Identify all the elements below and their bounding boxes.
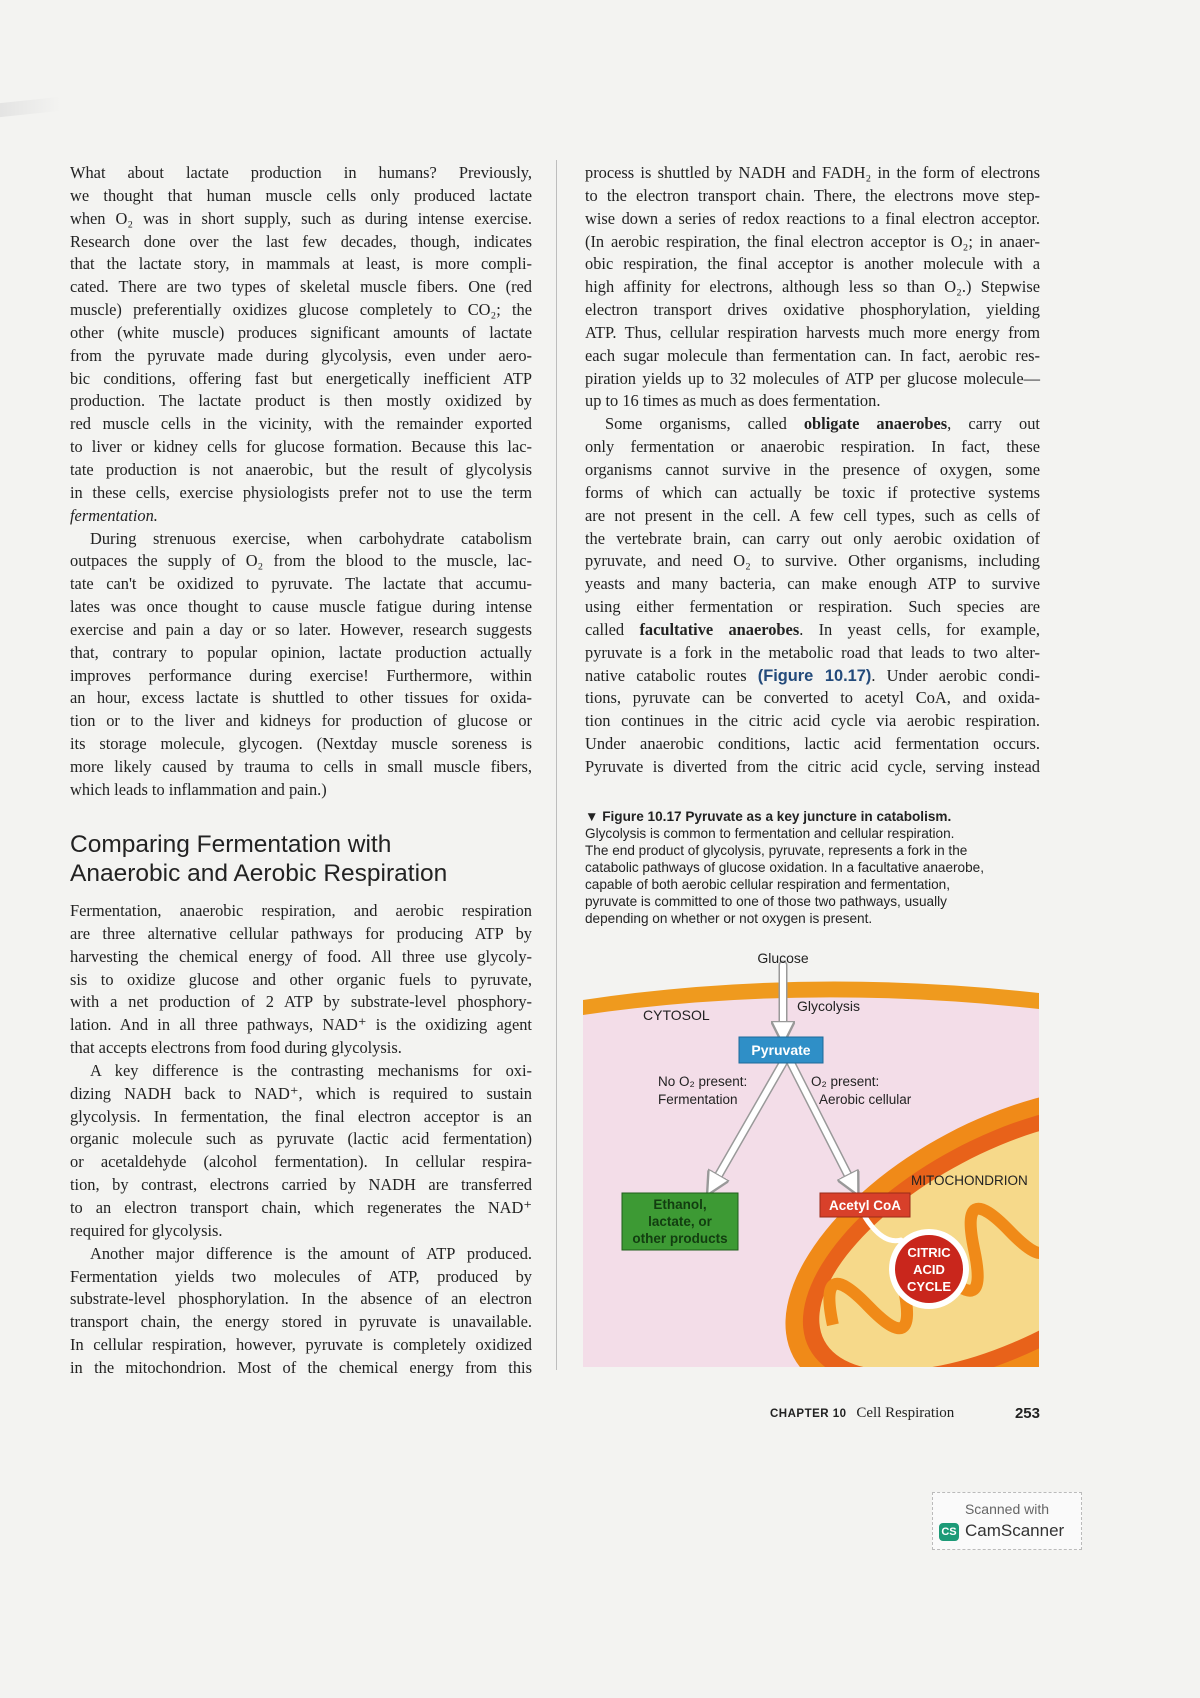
footer-chapter-title: Cell Respiration [856, 1405, 955, 1421]
section-heading-line: Anaerobic and Aerobic Respiration [70, 860, 448, 887]
text-line: bic conditions, offering fast but energetically inefficient ATP [70, 368, 532, 388]
figure-caption-title: ▼ Figure 10.17 Pyruvate as a key juncture in catabolism. [585, 809, 952, 824]
text-line: transport chain, the energy stored in pyruvate is unavailable. [70, 1312, 532, 1332]
text-line: harvesting the chemical energy of food. All three use glycoly- [70, 946, 532, 966]
text-line: (In aerobic respiration, the final electron acceptor is O₂; in anaer- [585, 231, 1040, 251]
text-line: or acetaldehyde (alcohol fermentation). In cellular respira- [70, 1152, 532, 1172]
section-heading-line: Comparing Fermentation with [70, 831, 392, 858]
aerobic-label: Aerobic cellular [819, 1092, 912, 1107]
text-line: up to 16 times as much as does fermentation. [585, 391, 881, 411]
section-heading [70, 830, 447, 888]
text-line: lation. And in all three pathways, NAD⁺ is the oxidizing agent [70, 1015, 532, 1035]
text-line: tion, by contrast, electrons carried by NADH are transferred [70, 1175, 532, 1195]
text-line: to an electron transport chain, which regenerates the NAD⁺ [70, 1197, 532, 1217]
text-line: piration yields up to 32 molecules of ATP per glucose molecule— [585, 368, 1040, 388]
text-segment: native catabolic routes [585, 665, 758, 685]
figure-reference: (Figure 10.17) [757, 666, 872, 685]
watermark-line1: Scanned with [964, 1501, 1050, 1517]
products-label: other products [632, 1231, 728, 1246]
italic-term: fermentation. [70, 505, 158, 525]
citric-acid-cycle-label: ACID [913, 1262, 945, 1277]
paragraph [70, 162, 532, 528]
text-line: each sugar molecule than fermentation can. In fact, aerobic res- [585, 345, 1040, 365]
glucose-label: Glucose [757, 950, 809, 966]
text-segment: , carry out [947, 414, 1040, 434]
text-line: using either fermentation or respiration. Such species are [585, 597, 1040, 617]
pyruvate-label: Pyruvate [751, 1042, 811, 1058]
text-line: required for glycolysis. [70, 1220, 223, 1240]
text-line: high affinity for electrons, although less so than O₂.) Stepwise [585, 277, 1040, 297]
cytosol-label: CYTOSOL [643, 1007, 710, 1023]
acetyl-coa-label: Acetyl CoA [828, 1198, 902, 1213]
text-line: In cellular respiration, however, pyruvate is completely oxidized [70, 1335, 532, 1355]
text-line: organic molecule such as pyruvate (lactic acid fermentation) [70, 1129, 532, 1149]
text-line: the vertebrate brain, can carry out only aerobic oxidation of [585, 528, 1040, 548]
footer-chapter: CHAPTER 10 [770, 1408, 847, 1420]
caption-line: pyruvate is committed to one of those two pathways, usually [585, 894, 947, 909]
text-segment: . Under aerobic condi- [871, 665, 1041, 685]
column-divider [556, 160, 557, 1370]
text-line: cated. There are two types of skeletal muscle fibers. One (red [70, 277, 532, 297]
text-line: pyruvate, and need O₂ to survive. Other organisms, including [585, 551, 1040, 571]
text-line: ATP. Thus, cellular respiration harvests much more energy from [585, 322, 1040, 342]
text-line: Fermentation yields two molecules of ATP, produced by [70, 1266, 532, 1286]
text-line: that accepts electrons from food during glycolysis. [70, 1038, 402, 1058]
bold-term: obligate anaerobes [803, 414, 948, 434]
bold-term: facultative anaerobes [639, 619, 800, 639]
text-line: A key difference is the contrasting mechanisms for oxi- [90, 1060, 532, 1080]
text-line: red muscle cells in the vicinity, with the remainder exported [70, 414, 532, 434]
glycolysis-label: Glycolysis [797, 998, 861, 1014]
text-line: to liver or kidney cells for glucose formation. Because this lac- [70, 437, 532, 457]
text-line: Fermentation, anaerobic respiration, and aerobic respiration [70, 901, 532, 920]
text-line: Under anaerobic conditions, lactic acid fermentation occurs. [585, 734, 1040, 754]
camscanner-logo-icon: CS [939, 1523, 959, 1541]
text-line: with a net production of 2 ATP by substrate-level phosphory- [70, 992, 532, 1012]
text-segment: Some organisms, called [605, 414, 804, 434]
text-line: What about lactate production in humans? Previously, [70, 163, 532, 182]
text-line: tate can't be oxidized to pyruvate. The lactate that accumu- [70, 574, 532, 594]
text-segment: . In yeast cells, for example, [799, 619, 1040, 639]
text-line: glycolysis. In fermentation, the final electron acceptor is an [70, 1106, 532, 1126]
text-line: when O₂ was in short supply, such as during intense exercise. [70, 208, 532, 228]
text-line: forms of which can actually be toxic if protective systems [585, 482, 1040, 502]
text-line: from the pyruvate made during glycolysis, even under aero- [70, 345, 532, 365]
figure-caption [585, 808, 1040, 927]
text-line: its storage molecule, glycogen. (Nextday muscle soreness is [70, 734, 532, 754]
text-line [585, 619, 1040, 642]
right-column [585, 162, 1040, 779]
text-line [585, 665, 1040, 688]
text-line: only fermentation or anaerobic respiration. In fact, these [585, 437, 1040, 457]
text-line: exercise and pain a day or so later. However, research suggests [70, 619, 532, 639]
text-line: substrate-level phosphorylation. In the absence of an electron [70, 1289, 532, 1309]
text-line: are three alternative cellular pathways for producing ATP by [70, 923, 532, 943]
text-line: yeasts and many bacteria, can make enough ATP to survive [585, 574, 1040, 594]
text-line: that, contrary to popular opinion, lactate production actually [70, 642, 532, 662]
text-line: improves performance during exercise! Furthermore, within [70, 665, 532, 685]
left-column-bottom [70, 900, 532, 1380]
citric-acid-cycle-label: CITRIC [907, 1245, 951, 1260]
caption-line: Glycolysis is common to fermentation and cellular respiration. [585, 826, 955, 841]
text-line: During strenuous exercise, when carbohydrate catabolism [90, 528, 532, 548]
text-line: tate production is not anaerobic, but the result of glycolysis [70, 459, 532, 479]
text-line: that the lactate story, in mammals at least, is more compli- [70, 254, 532, 274]
text-line: dizing NADH back to NAD⁺, which is required to sustain [70, 1083, 532, 1103]
text-line [585, 413, 1040, 436]
text-line: sis to oxidize glucose and other organic fuels to pyruvate, [70, 969, 532, 989]
page-number: 253 [1014, 1405, 1040, 1422]
text-line: other (white muscle) produces significant amounts of lactate [70, 322, 532, 342]
text-line: organisms cannot survive in the presence of oxygen, some [585, 459, 1040, 479]
text-line: electron transport drives oxidative phosphorylation, yielding [585, 300, 1040, 320]
text-line: process is shuttled by NADH and FADH₂ in the form of electrons [585, 163, 1040, 182]
paragraph [70, 1243, 532, 1380]
text-line: to the electron transport chain. There, the electrons move step- [585, 185, 1040, 205]
text-line: Another major difference is the amount of ATP produced. [90, 1243, 532, 1263]
text-segment: called [585, 619, 640, 639]
text-line: obic respiration, the final acceptor is another molecule with a [585, 254, 1040, 274]
text-line: in these cells, exercise physiologists prefer not to use the term [70, 482, 532, 502]
products-label: lactate, or [648, 1214, 712, 1229]
camscanner-watermark [932, 1492, 1082, 1550]
text-line: we thought that human muscle cells only produced lactate [70, 185, 532, 205]
paragraph [70, 1060, 532, 1243]
text-line: Pyruvate is diverted from the citric acid cycle, serving instead [585, 756, 1040, 776]
pyruvate-pathway-diagram [583, 945, 1039, 1367]
mitochondrion-label: MITOCHONDRION [911, 1173, 1028, 1188]
text-line: tion or to the liver and kidneys for production of glucose or [70, 711, 532, 731]
text-line: pyruvate is a fork in the metabolic road that leads to two alter- [585, 642, 1040, 662]
text-line: lates was once thought to cause muscle fatigue during intense [70, 597, 532, 617]
caption-line: depending on whether or not oxygen is present. [585, 911, 873, 926]
citric-acid-cycle-label: CYCLE [906, 1279, 952, 1294]
text-line: outpaces the supply of O₂ from the blood to the muscle, lac- [70, 551, 532, 571]
left-column-top [70, 162, 532, 802]
paragraph [70, 900, 532, 1060]
text-line: which leads to inflammation and pain.) [70, 779, 327, 799]
text-line [70, 505, 532, 528]
caption-line: catabolic pathways of glucose oxidation. In a facultative anaerobe, [585, 860, 985, 875]
o2-present-label: O₂ present: [811, 1074, 880, 1089]
products-label: Ethanol, [653, 1197, 707, 1212]
caption-line: The end product of glycolysis, pyruvate, represents a fork in the [585, 843, 968, 858]
fermentation-label: Fermentation [658, 1092, 738, 1107]
paragraph [585, 413, 1040, 779]
watermark-line2: CamScanner [965, 1521, 1065, 1540]
text-line: are not present in the cell. A few cell types, such as cells of [585, 505, 1040, 525]
caption-line: capable of both aerobic cellular respiration and fermentation, [585, 877, 950, 892]
page-footer [770, 1405, 1040, 1422]
no-o2-label: No O₂ present: [658, 1074, 748, 1089]
paragraph [585, 162, 1040, 413]
text-line: in the mitochondrion. Most of the chemical energy from this [70, 1357, 532, 1377]
text-line: more likely caused by trauma to cells in small muscle fibers, [70, 756, 532, 776]
text-line: muscle) preferentially oxidizes glucose completely to CO₂; the [70, 300, 532, 320]
text-line: an hour, excess lactate is shuttled to other tissues for oxida- [70, 688, 532, 708]
text-line: Research done over the last few decades, though, indicates [70, 231, 532, 251]
text-line: tion continues in the citric acid cycle via aerobic respiration. [585, 711, 1040, 731]
scan-artifact [0, 97, 60, 117]
text-line: tions, pyruvate can be converted to acetyl CoA, and oxida- [585, 688, 1040, 708]
text-line: wise down a series of redox reactions to a final electron acceptor. [585, 208, 1040, 228]
paragraph [70, 528, 532, 802]
text-line: production. The lactate product is then mostly oxidized by [70, 391, 532, 411]
